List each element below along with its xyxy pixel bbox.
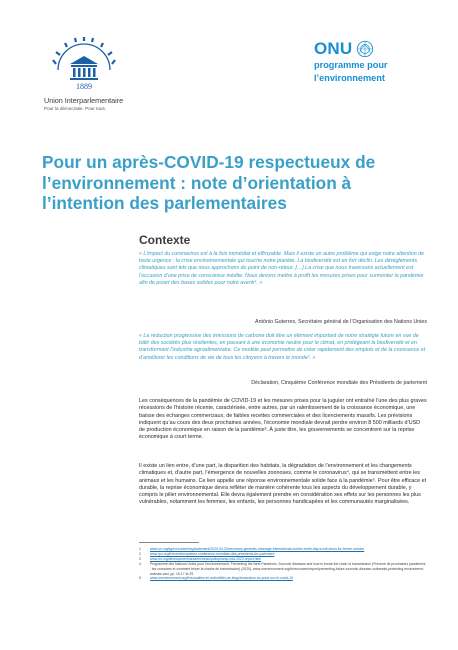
ipu-year: 1889 <box>76 82 92 91</box>
onu-wordmark: ONU <box>314 39 353 58</box>
footnote-link[interactable]: www.un.org/sg/en/content/sg/statement/2020-04-22/secretary-generals-message-international-mother-earth-day-scroll-down-for-french-version <box>150 547 365 551</box>
footnote-number: 1 <box>139 547 141 551</box>
un-emblem-icon <box>356 40 374 58</box>
footnote <box>139 576 427 581</box>
footnote-number: 5 <box>139 576 141 581</box>
footnotes <box>139 547 427 581</box>
ipu-name: Union Interparlementaire <box>44 96 124 105</box>
unep-logo <box>314 40 424 83</box>
footnote-link[interactable]: www.unenvironment.org/fr/actualites-et-recits/billet-de-blog/declaration-du-pnue-sur-le-covid-19 <box>150 576 293 581</box>
quote-guterres: « L’impact du coronavirus est à la fois immédiat et effroyable. Mais il existe un autre problème qui exige notre attention de toute urgence : la crise environnementale qui touche notre planète. La biodiversité est en fort déclin. Les dérèglements climatiques sont tels que nous approchons du point de non-retour. […] La crise que nous traversons actuellement est l’occasion d’une prise de conscience inédite. Nous devons mettre à profit les mesures prises pour surmonter la pandémie afin de poser des bases solides pour notre avenir¹. » <box>139 251 425 286</box>
section-heading: Contexte <box>139 233 191 247</box>
footnote-link[interactable]: www.un.org/development/desa/en/news/policy/wesp-mid-2020-report.html <box>150 556 262 561</box>
page-title: Pour un après-COVID-19 respectueux de l’environnement : note d’orientation à l’intention des parlementaires <box>42 152 376 213</box>
quote-declaration: « La réduction progressive des émissions de carbone doit être un élément important de notre stratégie future en vue de bâtir des sociétés plus résilientes, en passant à une économie neutre pour le climat, en protégeant la biodiversité et en transformant l’industrie agroalimentaire. Ce modèle peut permettre de créer rapidement des emplois et de la croissance et d’améliorer les conditions de vie de tous les citoyens à travers le monde². » <box>139 333 426 361</box>
footnote-number: 2 <box>139 551 141 556</box>
onu-subtitle-line1: programme pour <box>314 60 388 70</box>
footnote-text: Programme des Nations Unies pour l’environnement, Preventing the Next Pandemic: Zoonotic diseases and how to break the chain of transmission (Prévenir de prochaines pandémies : les zoonoses et comment briser la chaîne de transmission) (2020), www.unenvironment.org/fr/resources/report/preventing-future-zoonotic-disease-outbreaks-protecting-environment-animals-and, pp. 15-17 et 29. <box>150 561 426 576</box>
ipu-tagline: Pour la démocratie. Pour tous. <box>44 106 107 111</box>
footnote-divider <box>139 542 199 543</box>
footnote-number: 4 <box>139 561 141 566</box>
onu-subtitle-line2: l’environnement <box>314 72 385 83</box>
footnote-number: 3 <box>139 556 141 561</box>
quote-attribution-guterres: António Guterres, Secrétaire général de l’Organisation des Nations Unies <box>255 319 427 325</box>
ipu-logo-icon <box>48 34 120 92</box>
footnote-link[interactable]: www.ipu.org/fr/event/cinquieme-conference-mondiale-des-presidents-de-parlement <box>150 551 275 556</box>
body-paragraph: Il existe un lien entre, d’une part, la disparition des habitats, la dégradation de l’environnement et les changements climatiques et, d’autre part, l’émergence de nouvelles zoonoses, comme le coronavirus⁴, qui se transmettent entre les animaux et les humains. Ce lien appelle une réponse environnementale solide face à la pandémie⁵. Pour être efficace et durable, la reprise économique devra refléter de manière cohérente tous les aspects du développement durable, y compris le pilier environnemental. Elle devra également prendre en considération ses effets sur les personnes les plus vulnérables, notamment les femmes, les enfants, les personnes handicapées et les communautés marginalisées. <box>139 463 427 506</box>
body-paragraph: Les conséquences de la pandémie de COVID-19 et les mesures prises pour la juguler ont entraîné l’une des plus graves récessions de l’histoire récente, caractérisée, entre autres, par un ralentissement de la croissance économique, une baisse des échanges commerciaux, de faibles recettes commerciales et des licenciements massifs. Les prévisions indiquent qu’au cours des deux prochaines années, l’économie mondiale devrait perdre environ 8 500 milliards d’USD de production économique en raison de la pandémie³. À juste titre, les gouvernements se concentrent sur la reprise économique à court terme. <box>139 398 427 441</box>
quote-attribution-declaration: Déclaration, Cinquième Conférence mondiale des Présidents de parlement <box>251 380 427 386</box>
footnote <box>139 562 427 577</box>
